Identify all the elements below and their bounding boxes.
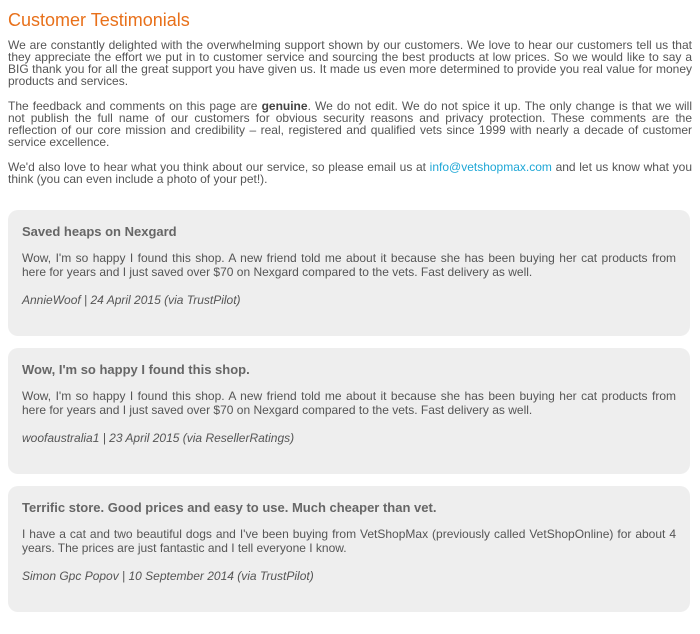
testimonial-title: Wow, I'm so happy I found this shop. <box>22 362 250 377</box>
testimonial-body: Wow, I'm so happy I found this shop. A new friend told me about it because she has been buying her cat products from here for years and I just saved over $70 on Nexgard compared to the vets. Fast delivery as well. <box>22 389 676 417</box>
testimonial-body: I have a cat and two beautiful dogs and I've been buying from VetShopMax (previously called VetShopOnline) for about 4 years. The prices are just fantastic and I tell everyone I know. <box>22 527 676 555</box>
testimonial-author: woofaustralia1 | 23 April 2015 (via ResellerRatings) <box>22 431 295 445</box>
testimonial-title: Terrific store. Good prices and easy to use. Much cheaper than vet. <box>22 500 437 515</box>
testimonial-author: Simon Gpc Popov | 10 September 2014 (via TrustPilot) <box>22 569 314 583</box>
intro-section <box>8 39 692 185</box>
testimonial-list <box>8 210 692 612</box>
genuine-emphasis: genuine <box>261 99 308 113</box>
intro-paragraph-3 <box>8 161 692 185</box>
testimonial-card <box>8 486 690 612</box>
testimonial-body: Wow, I'm so happy I found this shop. A new friend told me about it because she has been buying her cat products from here for years and I just saved over $70 on Nexgard compared to the vets. Fast delivery as well. <box>22 251 676 279</box>
page-title: Customer Testimonials <box>8 10 190 30</box>
intro-p2-text-after: . We do not edit. We do not spice it up. The only change is that we will not publish the full name of our customers for obvious security reasons and privacy protection. These comments are the reflection of our core mission and credibility – real, registered and qualified vets since 1999 with nearly a decade of customer service excellence. <box>8 99 693 149</box>
testimonial-author: AnnieWoof | 24 April 2015 (via TrustPilot) <box>22 293 241 307</box>
intro-p3-text-after: and let us know what you think (you can even include a photo of your pet!). <box>8 160 692 186</box>
testimonial-card <box>8 210 690 336</box>
intro-p3-text-before: We'd also love to hear what you think about our service, so please email us at <box>8 160 430 174</box>
testimonial-card <box>8 348 690 474</box>
email-link[interactable]: info@vetshopmax.com <box>429 160 552 174</box>
intro-paragraph-1: We are constantly delighted with the overwhelming support shown by our customers. We love to hear our customers tell us that they appreciate the effort we put in to customer service and sourcing the best products at low prices. So we would like to say a BIG thank you for all the great support you have given us. It made us even more determined to provide you real value for money products and services. <box>8 38 692 88</box>
intro-p2-text-before: The feedback and comments on this page are <box>8 99 262 113</box>
testimonial-title: Saved heaps on Nexgard <box>22 224 177 239</box>
intro-paragraph-2 <box>8 100 692 148</box>
